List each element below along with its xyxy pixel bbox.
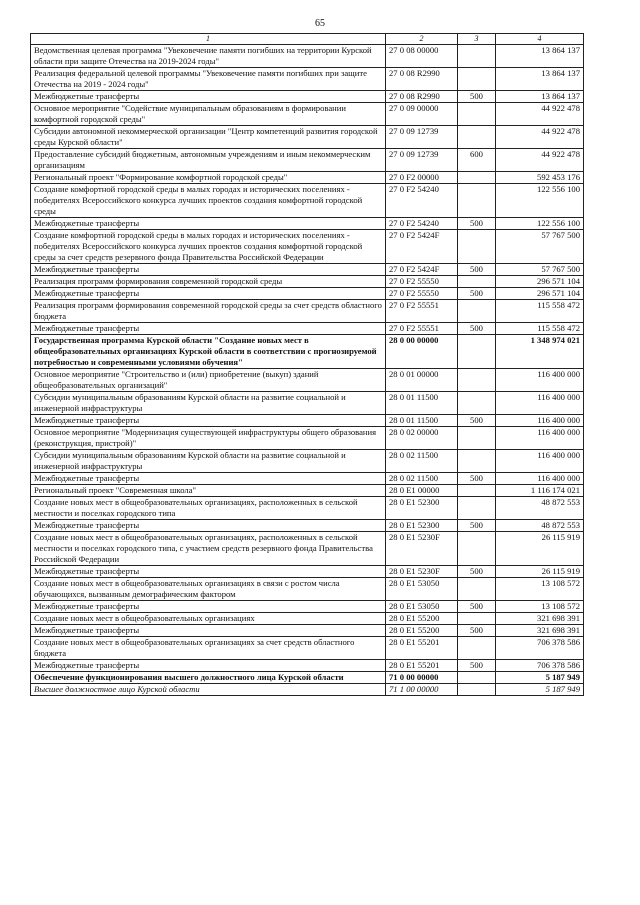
row-name: Основное мероприятие "Строительство и (или) приобретение (выкуп) зданий общеобразовательных организаций" <box>31 369 386 392</box>
row-sum: 13 108 572 <box>496 578 584 601</box>
row-expense-type <box>458 45 496 68</box>
table-row <box>31 427 584 450</box>
row-sum: 321 698 391 <box>496 625 584 637</box>
header-col-4: 4 <box>496 34 584 45</box>
row-expense-type <box>458 184 496 218</box>
row-sum: 44 922 478 <box>496 103 584 126</box>
row-expense-type <box>458 126 496 149</box>
row-code: 27 0 F2 55550 <box>386 276 458 288</box>
row-expense-type: 500 <box>458 601 496 613</box>
row-sum: 115 558 472 <box>496 300 584 323</box>
row-code: 28 0 00 00000 <box>386 335 458 369</box>
row-code: 28 0 E1 5230F <box>386 532 458 566</box>
row-sum: 26 115 919 <box>496 566 584 578</box>
row-name: Реализация программ формирования современной городской среды за счет средств областного бюджета <box>31 300 386 323</box>
row-code: 28 0 E1 55201 <box>386 660 458 672</box>
row-expense-type: 500 <box>458 288 496 300</box>
table-row <box>31 392 584 415</box>
row-sum: 116 400 000 <box>496 392 584 415</box>
table-row <box>31 184 584 218</box>
row-expense-type: 500 <box>458 566 496 578</box>
row-name: Создание комфортной городской среды в малых городах и исторических поселениях - победителях Всероссийского конкурса лучших проектов создания комфортной городской среды <box>31 184 386 218</box>
row-name: Межбюджетные трансферты <box>31 288 386 300</box>
row-sum: 116 400 000 <box>496 473 584 485</box>
row-sum: 122 556 100 <box>496 218 584 230</box>
table-row <box>31 230 584 264</box>
row-code: 27 0 09 00000 <box>386 103 458 126</box>
row-name: Создание новых мест в общеобразовательных организациях <box>31 613 386 625</box>
row-code: 28 0 02 11500 <box>386 450 458 473</box>
row-name: Межбюджетные трансферты <box>31 264 386 276</box>
row-code: 28 0 E1 52300 <box>386 520 458 532</box>
row-code: 28 0 01 00000 <box>386 369 458 392</box>
row-name: Предоставление субсидий бюджетным, автономным учреждениям и иным некоммерческим организациям <box>31 149 386 172</box>
row-name: Региональный проект "Формирование комфортной городской среды" <box>31 172 386 184</box>
table-row <box>31 149 584 172</box>
row-code: 28 0 E1 00000 <box>386 485 458 497</box>
row-sum: 44 922 478 <box>496 126 584 149</box>
table-row <box>31 613 584 625</box>
row-name: Региональный проект "Современная школа" <box>31 485 386 497</box>
row-sum: 706 378 586 <box>496 660 584 672</box>
table-row <box>31 578 584 601</box>
row-code: 71 1 00 00000 <box>386 684 458 696</box>
row-code: 27 0 F2 55551 <box>386 300 458 323</box>
table-row <box>31 637 584 660</box>
table-row <box>31 497 584 520</box>
table-row <box>31 103 584 126</box>
row-sum: 116 400 000 <box>496 415 584 427</box>
row-sum: 1 348 974 021 <box>496 335 584 369</box>
row-code: 28 0 02 11500 <box>386 473 458 485</box>
row-sum: 115 558 472 <box>496 323 584 335</box>
row-name: Межбюджетные трансферты <box>31 91 386 103</box>
row-sum: 321 698 391 <box>496 613 584 625</box>
row-code: 27 0 F2 54240 <box>386 218 458 230</box>
row-name: Государственная программа Курской области "Создание новых мест в общеобразовательных организациях Курской области в соответствии с прогнозируемой потребностью и современными условиями обучения" <box>31 335 386 369</box>
table-row <box>31 520 584 532</box>
row-sum: 13 864 137 <box>496 91 584 103</box>
table-row <box>31 684 584 696</box>
row-sum: 116 400 000 <box>496 369 584 392</box>
row-expense-type <box>458 68 496 91</box>
table-row <box>31 450 584 473</box>
row-name: Создание новых мест в общеобразовательных организациях за счет средств областного бюджета <box>31 637 386 660</box>
row-code: 71 0 00 00000 <box>386 672 458 684</box>
row-expense-type: 500 <box>458 218 496 230</box>
row-code: 28 0 02 00000 <box>386 427 458 450</box>
row-expense-type <box>458 532 496 566</box>
row-name: Межбюджетные трансферты <box>31 625 386 637</box>
row-expense-type <box>458 613 496 625</box>
row-sum: 26 115 919 <box>496 532 584 566</box>
table-row <box>31 625 584 637</box>
table-row <box>31 323 584 335</box>
header-col-1: 1 <box>31 34 386 45</box>
row-expense-type <box>458 450 496 473</box>
table-row <box>31 485 584 497</box>
row-code: 28 0 E1 55201 <box>386 637 458 660</box>
row-expense-type <box>458 276 496 288</box>
row-code: 27 0 F2 55551 <box>386 323 458 335</box>
row-name: Ведомственная целевая программа "Увековечение памяти погибших на территории Курской области при защите Отечества на 2019-2024 годы" <box>31 45 386 68</box>
row-expense-type: 500 <box>458 415 496 427</box>
row-sum: 116 400 000 <box>496 450 584 473</box>
row-code: 27 0 08 00000 <box>386 45 458 68</box>
row-sum: 57 767 500 <box>496 264 584 276</box>
row-sum: 1 116 174 021 <box>496 485 584 497</box>
row-expense-type: 500 <box>458 91 496 103</box>
row-sum: 44 922 478 <box>496 149 584 172</box>
table-row <box>31 415 584 427</box>
table-row <box>31 264 584 276</box>
row-name: Основное мероприятие "Модернизация существующей инфраструктуры общего образования (реконструкция, пристрой)" <box>31 427 386 450</box>
row-expense-type <box>458 637 496 660</box>
page-number: 65 <box>315 18 325 29</box>
row-expense-type <box>458 230 496 264</box>
row-code: 28 0 E1 55200 <box>386 613 458 625</box>
row-sum: 57 767 500 <box>496 230 584 264</box>
row-expense-type <box>458 578 496 601</box>
row-code: 28 0 E1 5230F <box>386 566 458 578</box>
table-row <box>31 45 584 68</box>
row-name: Высшее должностное лицо Курской области <box>31 684 386 696</box>
table-row <box>31 660 584 672</box>
table-row <box>31 601 584 613</box>
row-sum: 706 378 586 <box>496 637 584 660</box>
row-expense-type: 500 <box>458 473 496 485</box>
row-sum: 5 187 949 <box>496 684 584 696</box>
row-expense-type <box>458 497 496 520</box>
row-sum: 592 453 176 <box>496 172 584 184</box>
row-code: 27 0 09 12739 <box>386 149 458 172</box>
row-code: 28 0 01 11500 <box>386 415 458 427</box>
row-sum: 122 556 100 <box>496 184 584 218</box>
row-expense-type <box>458 335 496 369</box>
row-sum: 116 400 000 <box>496 427 584 450</box>
row-sum: 13 108 572 <box>496 601 584 613</box>
row-name: Создание новых мест в общеобразовательных организациях, расположенных в сельской местности и поселках городского типа <box>31 497 386 520</box>
row-code: 27 0 F2 00000 <box>386 172 458 184</box>
row-expense-type: 500 <box>458 520 496 532</box>
row-sum: 5 187 949 <box>496 672 584 684</box>
row-code: 28 0 E1 53050 <box>386 601 458 613</box>
row-expense-type <box>458 427 496 450</box>
row-expense-type <box>458 392 496 415</box>
row-name: Межбюджетные трансферты <box>31 566 386 578</box>
row-name: Обеспечение функционирования высшего должностного лица Курской области <box>31 672 386 684</box>
row-name: Межбюджетные трансферты <box>31 415 386 427</box>
row-expense-type: 600 <box>458 149 496 172</box>
row-expense-type <box>458 103 496 126</box>
table-row <box>31 91 584 103</box>
budget-table <box>30 33 584 696</box>
row-code: 28 0 E1 55200 <box>386 625 458 637</box>
row-expense-type: 500 <box>458 660 496 672</box>
table-row <box>31 566 584 578</box>
row-name: Реализация программ формирования современной городской среды <box>31 276 386 288</box>
table-row <box>31 172 584 184</box>
row-name: Субсидии автономной некоммерческой организации "Центр компетенций развития городской среды Курской области" <box>31 126 386 149</box>
row-code: 27 0 F2 55550 <box>386 288 458 300</box>
row-code: 27 0 F2 5424F <box>386 264 458 276</box>
table-header-row <box>31 34 584 45</box>
row-sum: 48 872 553 <box>496 497 584 520</box>
table-row <box>31 532 584 566</box>
row-expense-type <box>458 300 496 323</box>
row-name: Субсидии муниципальным образованиям Курской области на развитие социальной и инженерной инфраструктуры <box>31 450 386 473</box>
row-sum: 296 571 104 <box>496 288 584 300</box>
row-name: Субсидии муниципальным образованиям Курской области на развитие социальной и инженерной инфраструктуры <box>31 392 386 415</box>
row-expense-type <box>458 485 496 497</box>
row-sum: 296 571 104 <box>496 276 584 288</box>
table-row <box>31 288 584 300</box>
row-code: 27 0 09 12739 <box>386 126 458 149</box>
row-name: Межбюджетные трансферты <box>31 520 386 532</box>
header-col-2: 2 <box>386 34 458 45</box>
row-code: 28 0 E1 53050 <box>386 578 458 601</box>
header-col-3: 3 <box>458 34 496 45</box>
table-row <box>31 218 584 230</box>
row-name: Реализация федеральной целевой программы "Увековечение памяти погибших при защите Отечества на 2019 - 2024 годы" <box>31 68 386 91</box>
row-expense-type <box>458 672 496 684</box>
row-code: 28 0 01 11500 <box>386 392 458 415</box>
table-row <box>31 335 584 369</box>
row-name: Межбюджетные трансферты <box>31 473 386 485</box>
row-expense-type: 500 <box>458 323 496 335</box>
row-code: 27 0 08 R2990 <box>386 68 458 91</box>
table-row <box>31 300 584 323</box>
row-name: Межбюджетные трансферты <box>31 323 386 335</box>
row-name: Межбюджетные трансферты <box>31 601 386 613</box>
row-expense-type: 500 <box>458 625 496 637</box>
row-code: 28 0 E1 52300 <box>386 497 458 520</box>
table-row <box>31 672 584 684</box>
row-name: Создание комфортной городской среды в малых городах и исторических поселениях - победителях Всероссийского конкурса лучших проектов создания комфортной городской среды за счет средств резервного фонда Правительства Российской Федерации <box>31 230 386 264</box>
row-expense-type <box>458 369 496 392</box>
row-sum: 13 864 137 <box>496 45 584 68</box>
row-name: Создание новых мест в общеобразовательных организациях в связи с ростом числа обучающихся, вызванным демографическим фактором <box>31 578 386 601</box>
row-code: 27 0 F2 5424F <box>386 230 458 264</box>
table-row <box>31 369 584 392</box>
table-row <box>31 276 584 288</box>
row-name: Межбюджетные трансферты <box>31 660 386 672</box>
row-expense-type <box>458 172 496 184</box>
table-row <box>31 68 584 91</box>
row-name: Межбюджетные трансферты <box>31 218 386 230</box>
row-code: 27 0 08 R2990 <box>386 91 458 103</box>
row-name: Создание новых мест в общеобразовательных организациях, расположенных в сельской местности и поселках городского типа, с участием средств резервного фонда Правительства Российской Федерации <box>31 532 386 566</box>
table-row <box>31 126 584 149</box>
row-code: 27 0 F2 54240 <box>386 184 458 218</box>
row-expense-type: 500 <box>458 264 496 276</box>
row-sum: 13 864 137 <box>496 68 584 91</box>
table-row <box>31 473 584 485</box>
row-sum: 48 872 553 <box>496 520 584 532</box>
row-name: Основное мероприятие "Содействие муниципальным образованиям в формировании комфортной городской среды" <box>31 103 386 126</box>
row-expense-type <box>458 684 496 696</box>
